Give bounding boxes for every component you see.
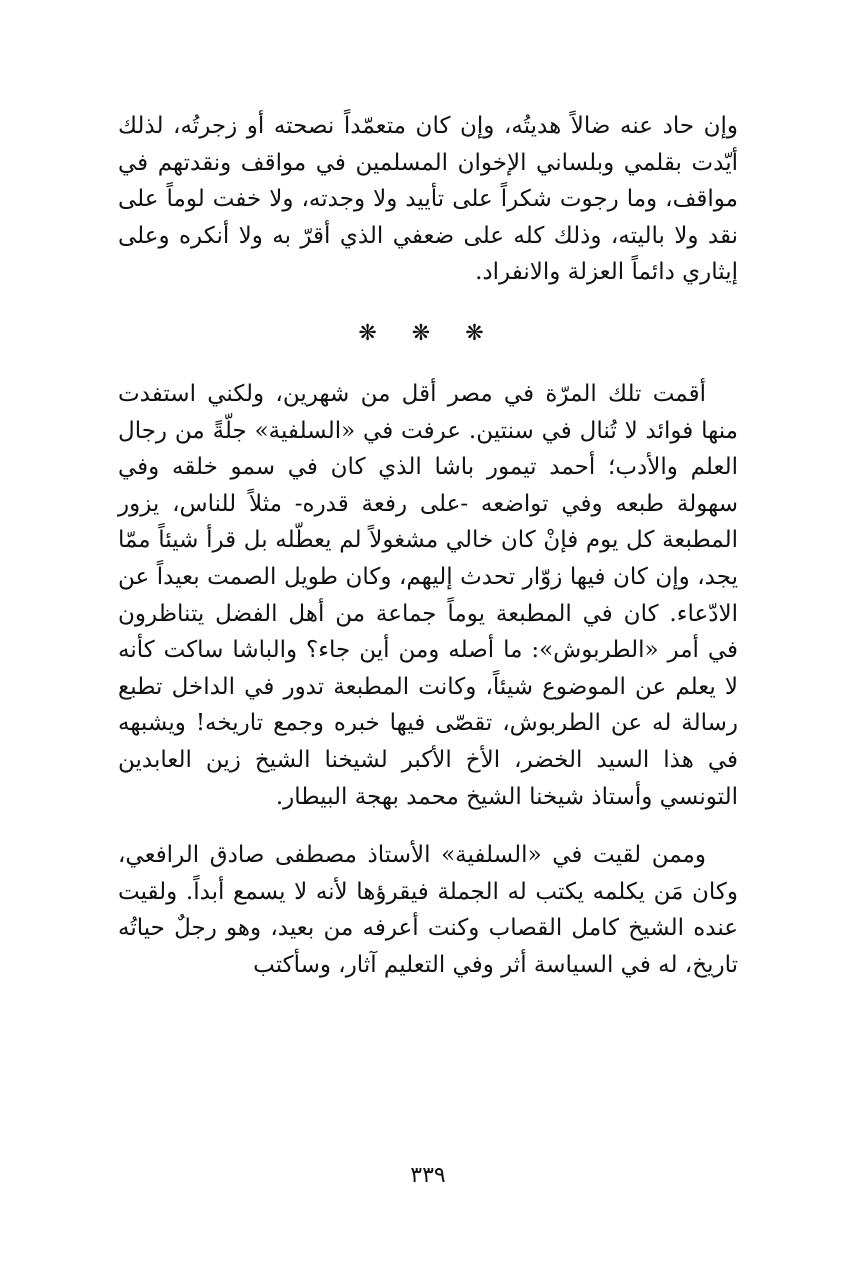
- paragraph-2: أقمت تلك المرّة في مصر أقل من شهرين، ولكني استفدت منها فوائد لا تُنال في سنتين. عرفت في «السلفية» جلّةً من رجال العلم والأدب؛ أحمد تيمور باشا الذي كان في سمو خلقه وفي سهولة طبعه وفي تواضعه -على رفعة قدره- مثلاً للناس، يزور المطبعة كل يوم فإنْ كان خالي مشغولاً لم يعطّله بل قرأ شيئاً ممّا يجد، وإن كان فيها زوّار تحدث إليهم، وكان طويل الصمت بعيداً عن الادّعاء. كان في المطبعة يوماً جماعة من أهل الفضل يتناظرون في أمر «الطربوش»: ما أصله ومن أين جاء؟ والباشا ساكت كأنه لا يعلم عن الموضوع شيئاً، وكانت المطبعة تدور في الداخل تطبع رسالة له عن الطربوش، تقصّى فيها خبره وجمع تاريخه! ويشبهه في هذا السيد الخضر، الأخ الأكبر لشيخنا الشيخ زين العابدين التونسي وأستاذ شيخنا الشيخ محمد بهجة البيطار.: [118, 380, 738, 810]
- paragraph-3: وممن لقيت في «السلفية» الأستاذ مصطفى صادق الرافعي، وكان مَن يكلمه يكتب له الجملة فيقرؤها لأنه لا يسمع أبداً. ولقيت عنده الشيخ كامل القصاب وكنت أعرفه من بعيد، وهو رجلٌ حياتُه تاريخ، له في السياسة أثر وفي التعليم آثار، وسأكتب: [118, 842, 738, 978]
- paragraph-1: وإن حاد عنه ضالاً هديتُه، وإن كان متعمّداً نصحته أو زجرتُه، لذلك أيّدت بقلمي وبلساني الإخوان المسلمين في مواقف ونقدتهم في مواقف، وما رجوت شكراً على تأييد ولا وجدته، ولا خفت لوماً على نقد ولا باليته، وذلك كله على ضعفي الذي أقرّ به ولا أنكره وعلى إيثاري دائماً العزلة والانفراد.: [118, 113, 738, 286]
- page-number: ٣٣٩: [410, 1163, 446, 1188]
- section-separator: ❋ ❋ ❋: [358, 320, 498, 346]
- page-body: [118, 108, 738, 983]
